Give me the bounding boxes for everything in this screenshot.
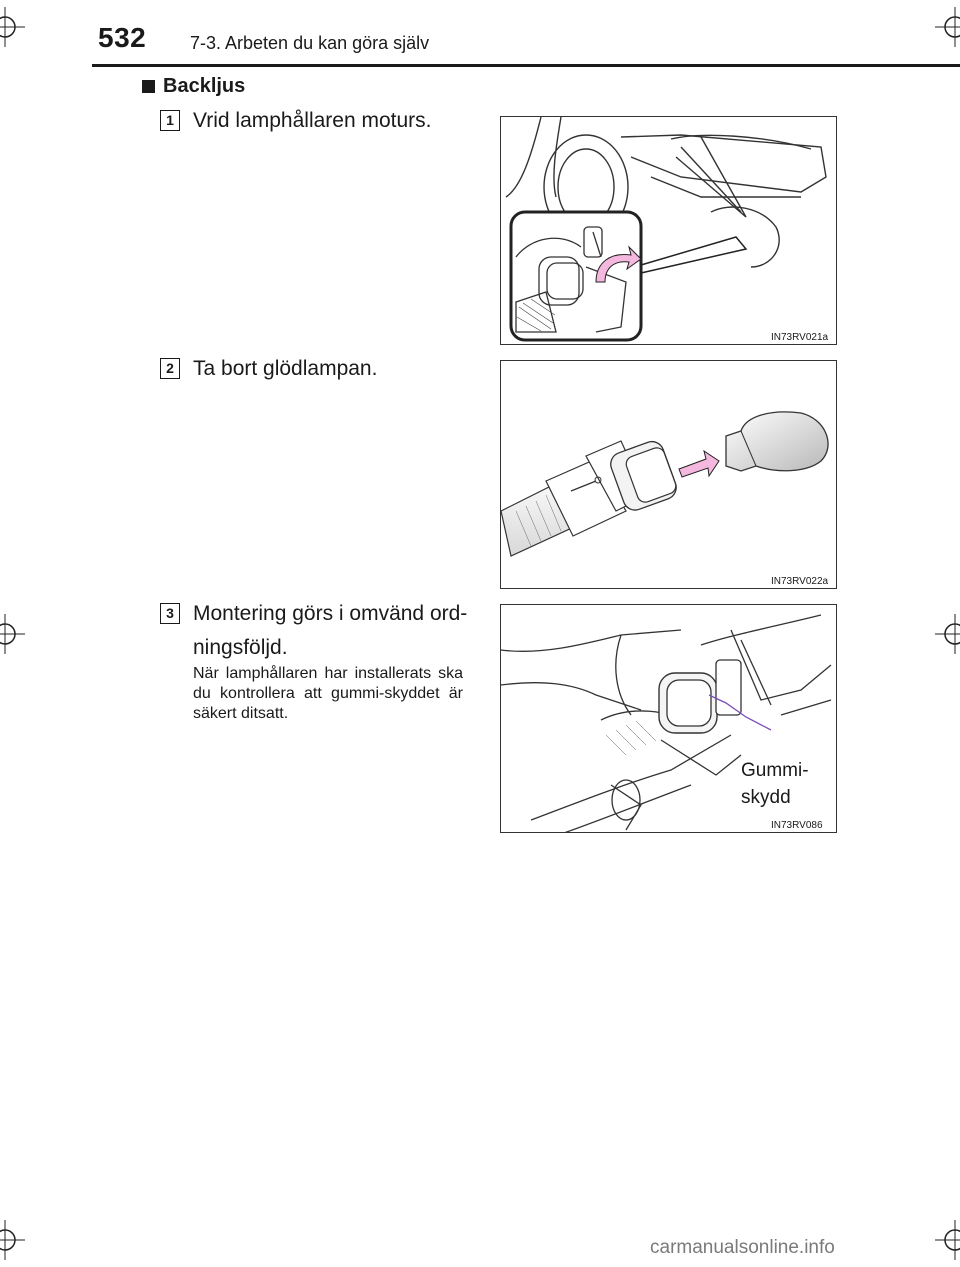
crop-mark-top-right: [935, 7, 960, 47]
step-text: Ta bort glödlampan.: [193, 357, 378, 380]
crop-mark-bottom-left: [0, 1220, 25, 1260]
step-number-box: 3: [160, 603, 180, 624]
crop-mark-mid-right: [935, 614, 960, 654]
bulb-removal-illustration: [501, 361, 837, 589]
crop-mark-bottom-right: [935, 1220, 960, 1260]
crop-mark-mid-left: [0, 614, 25, 654]
rubber-cover-label: Gummi-skydd: [741, 760, 809, 808]
figure-code: IN73RV022a: [771, 576, 829, 587]
step-number-box: 2: [160, 358, 180, 379]
step-number-box: 1: [160, 110, 180, 131]
holder-rotation-illustration: [501, 117, 837, 345]
section-title-text: Backljus: [163, 75, 246, 97]
crop-mark-top-left: [0, 7, 25, 47]
installation-note: När lamphållaren har installerats ska du kontrollera att gummi-skyddet är säkert ditsatt.: [193, 665, 463, 722]
square-bullet-icon: [142, 80, 155, 93]
header-rule: [92, 64, 960, 67]
figure-code: IN73RV021a: [771, 332, 829, 343]
section-heading: [142, 75, 245, 98]
step-text: Montering görs i omvänd ord-ningsföljd.: [193, 602, 468, 659]
figure-rotate-holder: [500, 116, 837, 345]
watermark: carmanualsonline.info: [650, 1237, 835, 1258]
step-text: Vrid lamphållaren moturs.: [193, 109, 432, 132]
figure-code: IN73RV086: [771, 820, 823, 831]
figure-remove-bulb: [500, 360, 837, 589]
page-number: 532: [98, 22, 147, 53]
figure-rubber-cover: [500, 604, 837, 833]
chapter-title: 7-3. Arbeten du kan göra själv: [190, 33, 430, 53]
